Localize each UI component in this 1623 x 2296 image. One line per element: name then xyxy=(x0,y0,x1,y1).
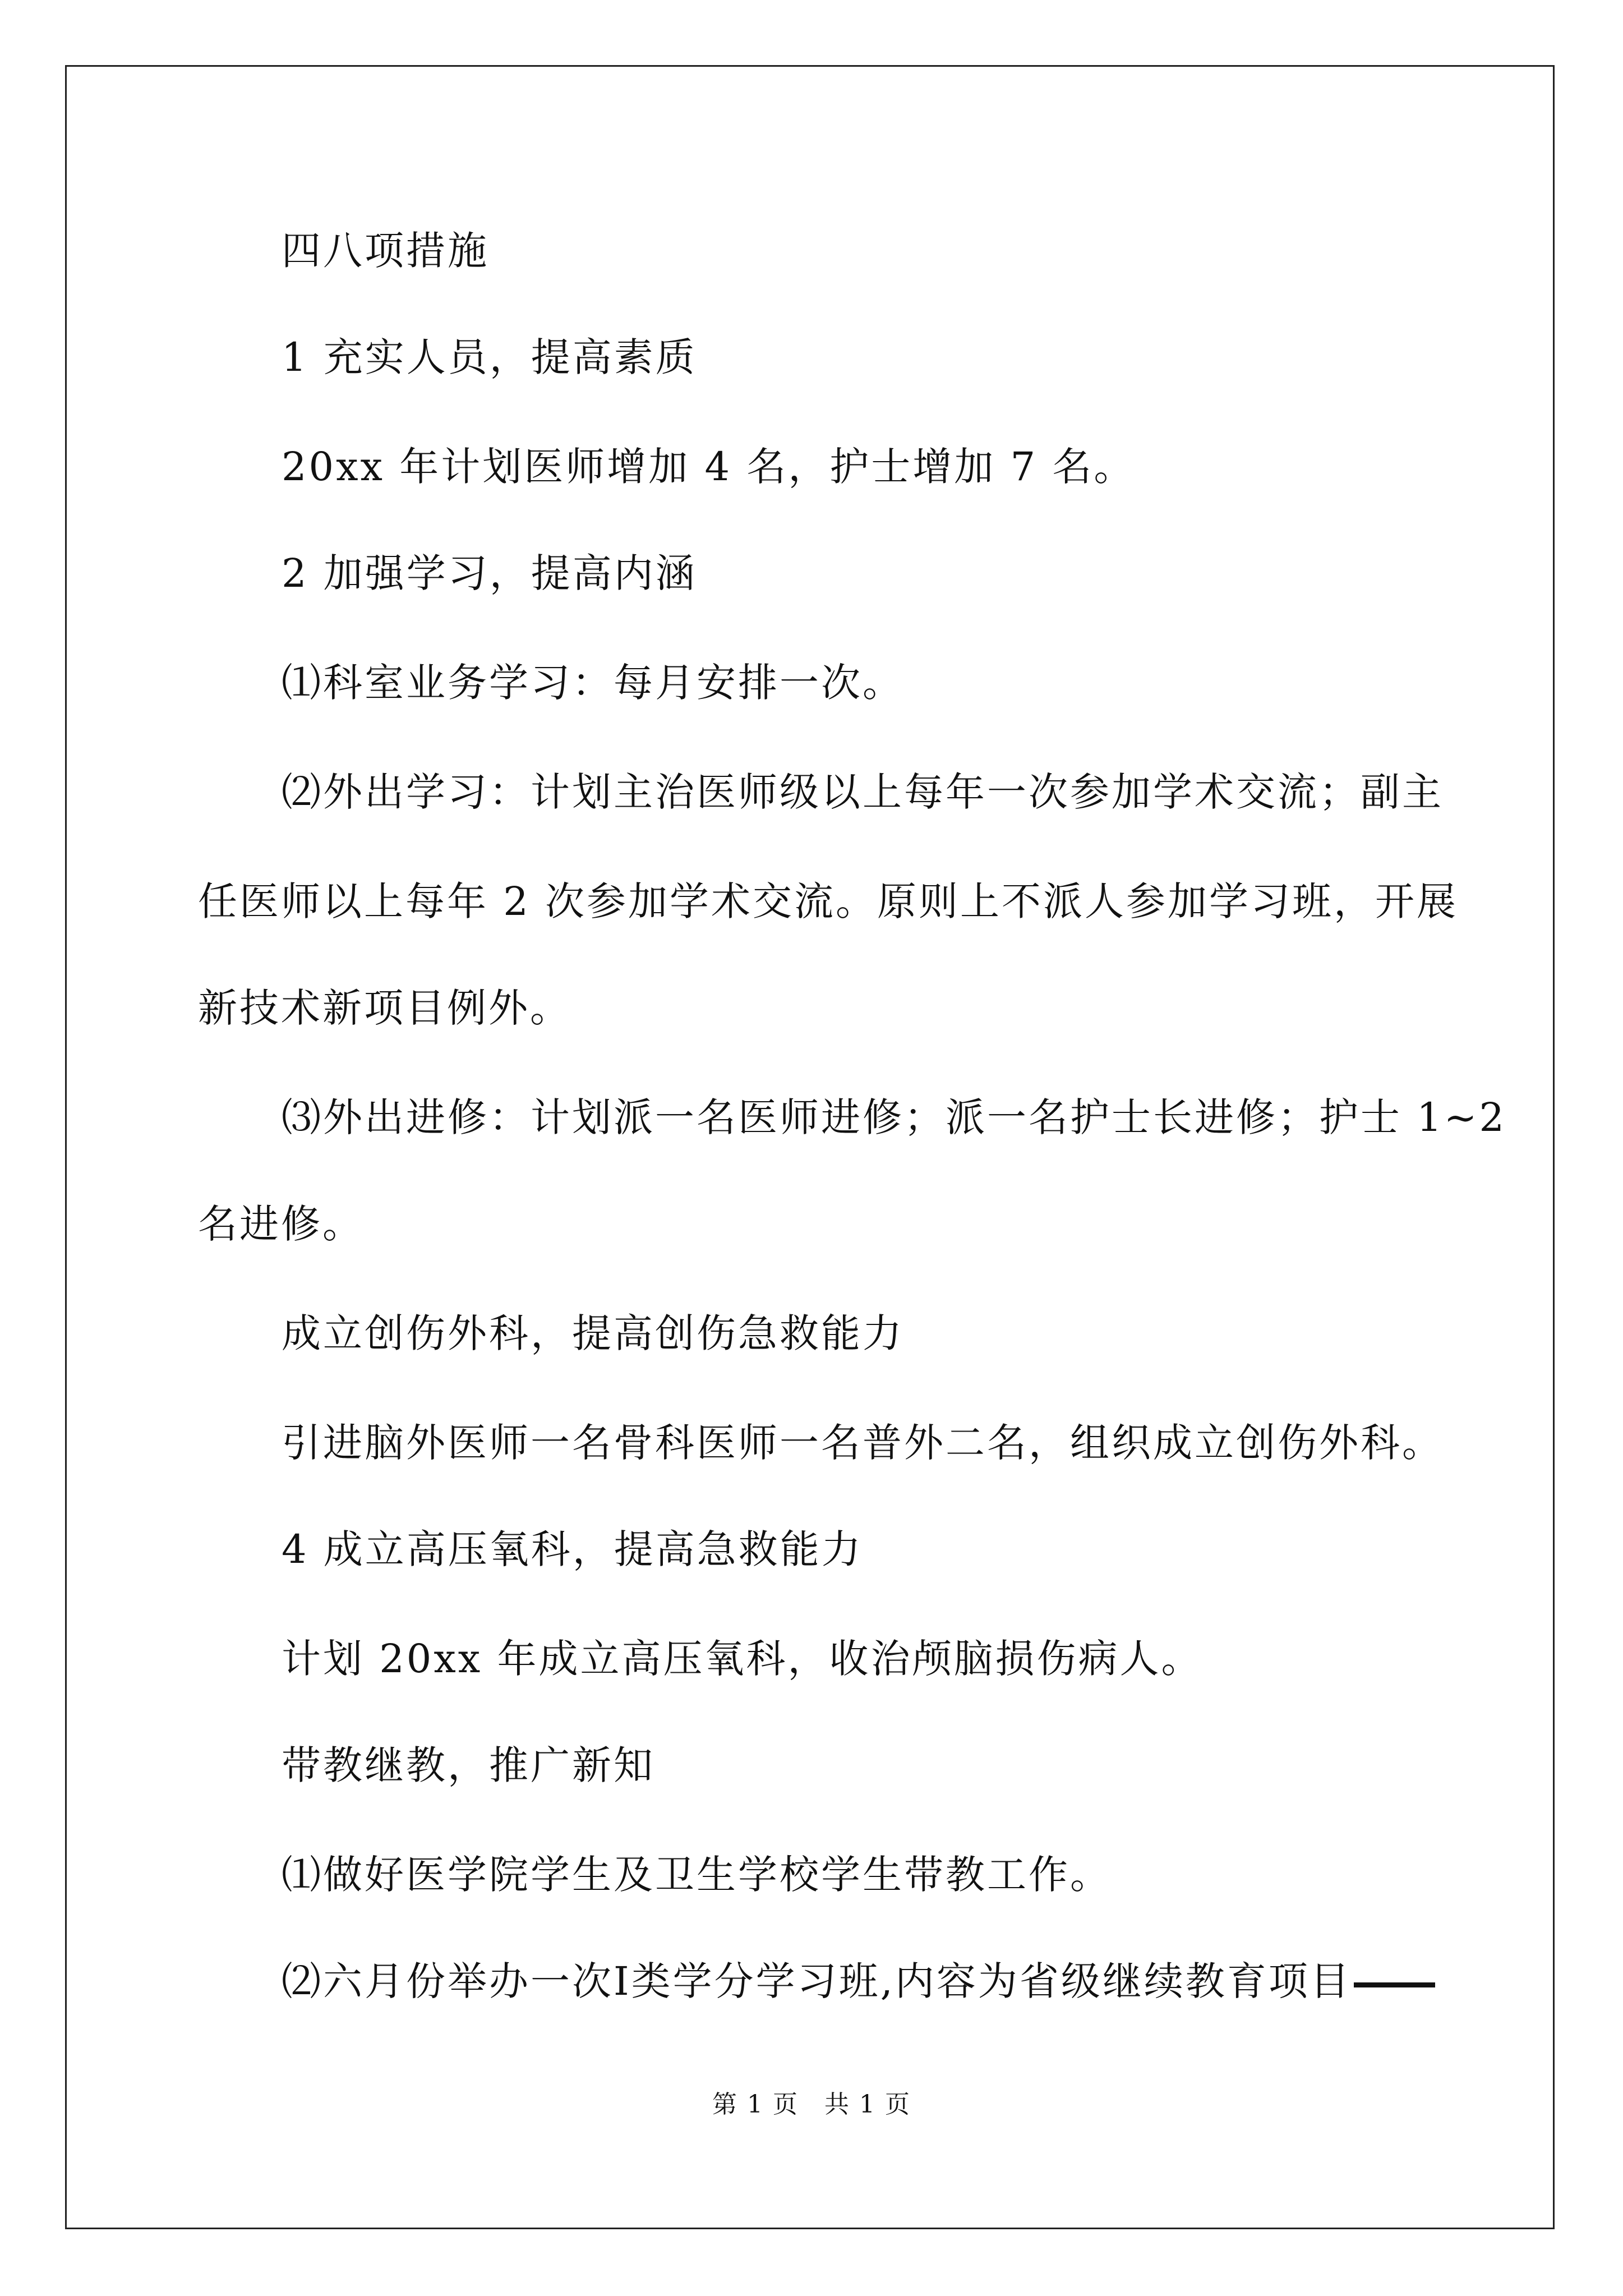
paragraph-training-course xyxy=(282,1956,1435,2007)
paragraph-external-study-line3: 新技术新项目例外。 xyxy=(198,985,571,1031)
paragraph-staff-plan: 20xx 年计划医师增加 4 名，护士增加 7 名。 xyxy=(282,444,1136,490)
page-footer: 第 1 页 共 1 页 xyxy=(712,2090,911,2119)
heading-measures: 四八项措施 xyxy=(282,228,489,274)
page-border xyxy=(65,65,1555,2229)
em-dash-rule xyxy=(1354,1982,1435,1987)
paragraph-external-study-line2: 任医师以上每年 2 次参加学术交流。原则上不派人参加学习班，开展 xyxy=(198,878,1459,924)
paragraph-advanced-training-line1: ⑶外出进修：计划派一名医师进修；派一名护士长进修；护士 1~2 xyxy=(282,1094,1506,1140)
paragraph-advanced-training-line2: 名进修。 xyxy=(198,1201,364,1247)
paragraph-trauma-recruit: 引进脑外医师一名骨科医师一名普外二名，组织成立创伤外科。 xyxy=(282,1420,1444,1466)
paragraph-hyperbaric-plan: 计划 20xx 年成立高压氧科，收治颅脑损伤病人。 xyxy=(282,1636,1203,1682)
heading-hyperbaric: 4 成立高压氧科，提高急救能力 xyxy=(282,1526,863,1572)
heading-learning: 2 加强学习，提高内涵 xyxy=(282,550,697,596)
paragraph-external-study-line1: ⑵外出学习：计划主治医师级以上每年一次参加学术交流；副主 xyxy=(282,769,1444,815)
heading-trauma-surgery: 成立创伤外科，提高创伤急救能力 xyxy=(282,1310,904,1356)
paragraph-student-teaching: ⑴做好医学院学生及卫生学校学生带教工作。 xyxy=(282,1852,1112,1898)
paragraph-training-course-text: ⑵六月份举办一次Ⅰ类学分学习班,内容为省级继续教育项目 xyxy=(282,1958,1352,2004)
heading-staffing: 1 充实人员，提高素质 xyxy=(282,334,697,380)
heading-teaching: 带教继教，推广新知 xyxy=(282,1742,655,1788)
paragraph-dept-study: ⑴科室业务学习：每月安排一次。 xyxy=(282,660,904,706)
